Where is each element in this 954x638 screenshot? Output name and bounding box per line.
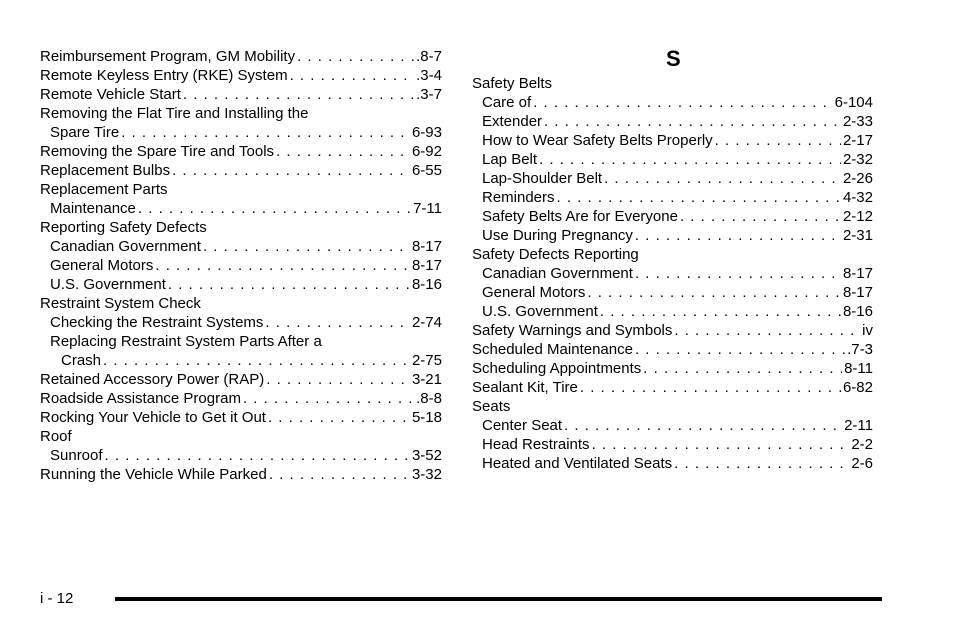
index-entry-page: iv: [862, 322, 873, 339]
index-entry-text: Heated and Ventilated Seats: [482, 455, 673, 472]
dot-leader: [266, 370, 410, 389]
index-entry: [40, 389, 442, 408]
index-entry: [482, 283, 873, 302]
dot-leader: [172, 161, 410, 180]
index-entry: [482, 302, 873, 321]
index-entry-text: How to Wear Safety Belts Properly: [482, 132, 713, 149]
index-entry: [50, 123, 442, 142]
index-entry-page: 2-32: [842, 151, 873, 168]
index-entry: [40, 104, 442, 123]
index-entry-text: Canadian Government: [50, 238, 201, 255]
dot-leader: [557, 188, 841, 207]
index-entry-text: Remote Vehicle Start: [40, 86, 181, 103]
index-entry: [482, 131, 873, 150]
index-entry: [40, 427, 442, 446]
index-entry-text: Checking the Restraint Systems: [50, 314, 264, 331]
index-entry-page: 2-11: [844, 417, 873, 434]
index-entry: [482, 188, 873, 207]
index-entry: [50, 446, 442, 465]
index-entry-page: 6-92: [411, 143, 442, 160]
index-entry: [472, 340, 873, 359]
index-entry: [40, 218, 442, 237]
index-entry: [40, 370, 442, 389]
dot-leader: [183, 85, 414, 104]
index-entry: [482, 169, 873, 188]
index-entry-page: 3-32: [411, 466, 442, 483]
index-entry-page: 8-16: [411, 276, 442, 293]
dot-leader: [604, 169, 841, 188]
index-entry-text: Roadside Assistance Program: [40, 390, 241, 407]
index-entry: [50, 332, 442, 351]
dot-leader: [592, 435, 850, 454]
index-entry-text: Retained Accessory Power (RAP): [40, 371, 265, 388]
index-entry: [50, 199, 442, 218]
index-entry-text: Scheduled Maintenance: [472, 341, 633, 358]
dot-leader: [203, 237, 410, 256]
index-entry-page: .8-8: [416, 390, 442, 407]
index-entry-text: Sealant Kit, Tire: [472, 379, 578, 396]
dot-leader: [105, 446, 410, 465]
index-entry-page: 8-17: [842, 265, 873, 282]
dot-leader: [587, 283, 841, 302]
index-entry-text: Reminders: [482, 189, 555, 206]
index-entry-page: .8-7: [416, 48, 442, 65]
index-entry-page: 2-17: [842, 132, 873, 149]
index-entry-text: Restraint System Check: [40, 295, 201, 312]
index-entry: [482, 150, 873, 169]
index-entry-page: 3-21: [411, 371, 442, 388]
dot-leader: [544, 112, 841, 131]
dot-leader: [674, 321, 860, 340]
index-entry-text: General Motors: [50, 257, 154, 274]
index-entry-text: Safety Belts Are for Everyone: [482, 208, 678, 225]
index-entry-text: General Motors: [482, 284, 586, 301]
dot-leader: [265, 313, 410, 332]
index-entry: [472, 74, 873, 93]
index-entry: [40, 161, 442, 180]
dot-leader: [155, 256, 410, 275]
index-entry-page: 2-26: [842, 170, 873, 187]
index-entry-text: Scheduling Appointments: [472, 360, 642, 377]
index-entry: [50, 275, 442, 294]
dot-leader: [268, 408, 410, 427]
dot-leader: [564, 416, 842, 435]
index-entry-text: Care of: [482, 94, 532, 111]
dot-leader: [539, 150, 841, 169]
footer-rule: [115, 597, 882, 601]
index-entry-text: Head Restraints: [482, 436, 590, 453]
index-entry-page: 7-11: [413, 200, 442, 217]
index-entry-text: U.S. Government: [482, 303, 598, 320]
index-entry-page: 8-17: [842, 284, 873, 301]
index-entry-text: Removing the Flat Tire and Installing the: [40, 105, 309, 122]
index-entry: [40, 408, 442, 427]
index-entry-text: Running the Vehicle While Parked: [40, 466, 267, 483]
index-entry-text: Remote Keyless Entry (RKE) System: [40, 67, 288, 84]
dot-leader: [168, 275, 410, 294]
index-entry: [50, 313, 442, 332]
index-entry: [472, 321, 873, 340]
index-entry-page: 6-104: [834, 94, 873, 111]
index-entry: [50, 256, 442, 275]
index-entry-text: Rocking Your Vehicle to Get it Out: [40, 409, 266, 426]
index-entry: [472, 397, 873, 416]
index-entry-page: 4-32: [842, 189, 873, 206]
index-entry: [482, 264, 873, 283]
dot-leader: [533, 93, 832, 112]
index-entry: [482, 226, 873, 245]
index-entry: [50, 237, 442, 256]
index-entry: [482, 454, 873, 473]
index-entry-text: Use During Pregnancy: [482, 227, 633, 244]
index-entry-page: 2-75: [411, 352, 442, 369]
index-entry-text: Maintenance: [50, 200, 136, 217]
index-entry: [482, 207, 873, 226]
index-entry-text: Replacement Bulbs: [40, 162, 171, 179]
index-entry-text: Extender: [482, 113, 543, 130]
section-letter: S: [666, 46, 681, 71]
index-entry-page: 8-11: [844, 360, 873, 377]
dot-leader: [243, 389, 414, 408]
index-entry: [472, 245, 873, 264]
index-entry-page: 2-33: [842, 113, 873, 130]
dot-leader: [290, 66, 415, 85]
dot-leader: [635, 340, 845, 359]
index-entry: [40, 294, 442, 313]
index-entry-page: 2-6: [851, 455, 873, 472]
index-entry-page: 2-2: [851, 436, 873, 453]
index-entry: [482, 416, 873, 435]
dot-leader: [600, 302, 841, 321]
index-entry-text: Replacing Restraint System Parts After a: [50, 333, 322, 350]
dot-leader: [121, 123, 410, 142]
index-entry: [40, 47, 442, 66]
index-entry-page: 2-12: [842, 208, 873, 225]
index-entry-page: 2-31: [842, 227, 873, 244]
index-entry: [61, 351, 442, 370]
index-entry-text: Seats: [472, 398, 511, 415]
index-entry-text: Sunroof: [50, 447, 103, 464]
index-entry: [40, 142, 442, 161]
index-entry-page: 8-17: [411, 238, 442, 255]
index-entry-page: 6-93: [411, 124, 442, 141]
index-entry-page: 6-82: [842, 379, 873, 396]
dot-leader: [269, 465, 410, 484]
index-entry: [482, 93, 873, 112]
index-entry: [40, 85, 442, 104]
index-entry: [472, 359, 873, 378]
index-entry-page: .3-7: [416, 86, 442, 103]
dot-leader: [635, 264, 841, 283]
index-entry-text: Removing the Spare Tire and Tools: [40, 143, 275, 160]
index-entry-text: Lap-Shoulder Belt: [482, 170, 603, 187]
dot-leader: [138, 199, 411, 218]
index-entry-text: Roof: [40, 428, 72, 445]
index-entry-page: .3-4: [416, 67, 442, 84]
index-entry-text: U.S. Government: [50, 276, 166, 293]
page-number: i - 12: [40, 590, 74, 607]
index-entry-text: Safety Defects Reporting: [472, 246, 639, 263]
index-entry: [482, 112, 873, 131]
dot-leader: [680, 207, 841, 226]
index-entry-text: Replacement Parts: [40, 181, 168, 198]
index-entry-page: .7-3: [847, 341, 873, 358]
index-entry-page: 2-74: [411, 314, 442, 331]
index-entry: [40, 66, 442, 85]
index-entry-text: Safety Belts: [472, 75, 553, 92]
dot-leader: [297, 47, 414, 66]
dot-leader: [715, 131, 841, 150]
index-entry: [40, 465, 442, 484]
index-entry-text: Reimbursement Program, GM Mobility: [40, 48, 296, 65]
index-entry: [472, 378, 873, 397]
index-entry-page: 3-52: [411, 447, 442, 464]
dot-leader: [635, 226, 841, 245]
index-entry-text: Safety Warnings and Symbols: [472, 322, 673, 339]
dot-leader: [643, 359, 842, 378]
index-entry-page: 8-17: [411, 257, 442, 274]
index-entry-text: Reporting Safety Defects: [40, 219, 207, 236]
dot-leader: [276, 142, 410, 161]
index-entry: [40, 180, 442, 199]
index-entry-page: 6-55: [411, 162, 442, 179]
dot-leader: [580, 378, 841, 397]
dot-leader: [103, 351, 410, 370]
dot-leader: [674, 454, 849, 473]
index-entry-text: Crash: [61, 352, 102, 369]
index-entry-text: Canadian Government: [482, 265, 633, 282]
index-entry: [482, 435, 873, 454]
index-entry-text: Spare Tire: [50, 124, 120, 141]
index-entry-page: 8-16: [842, 303, 873, 320]
index-entry-text: Lap Belt: [482, 151, 538, 168]
index-entry-page: 5-18: [411, 409, 442, 426]
index-entry-text: Center Seat: [482, 417, 563, 434]
